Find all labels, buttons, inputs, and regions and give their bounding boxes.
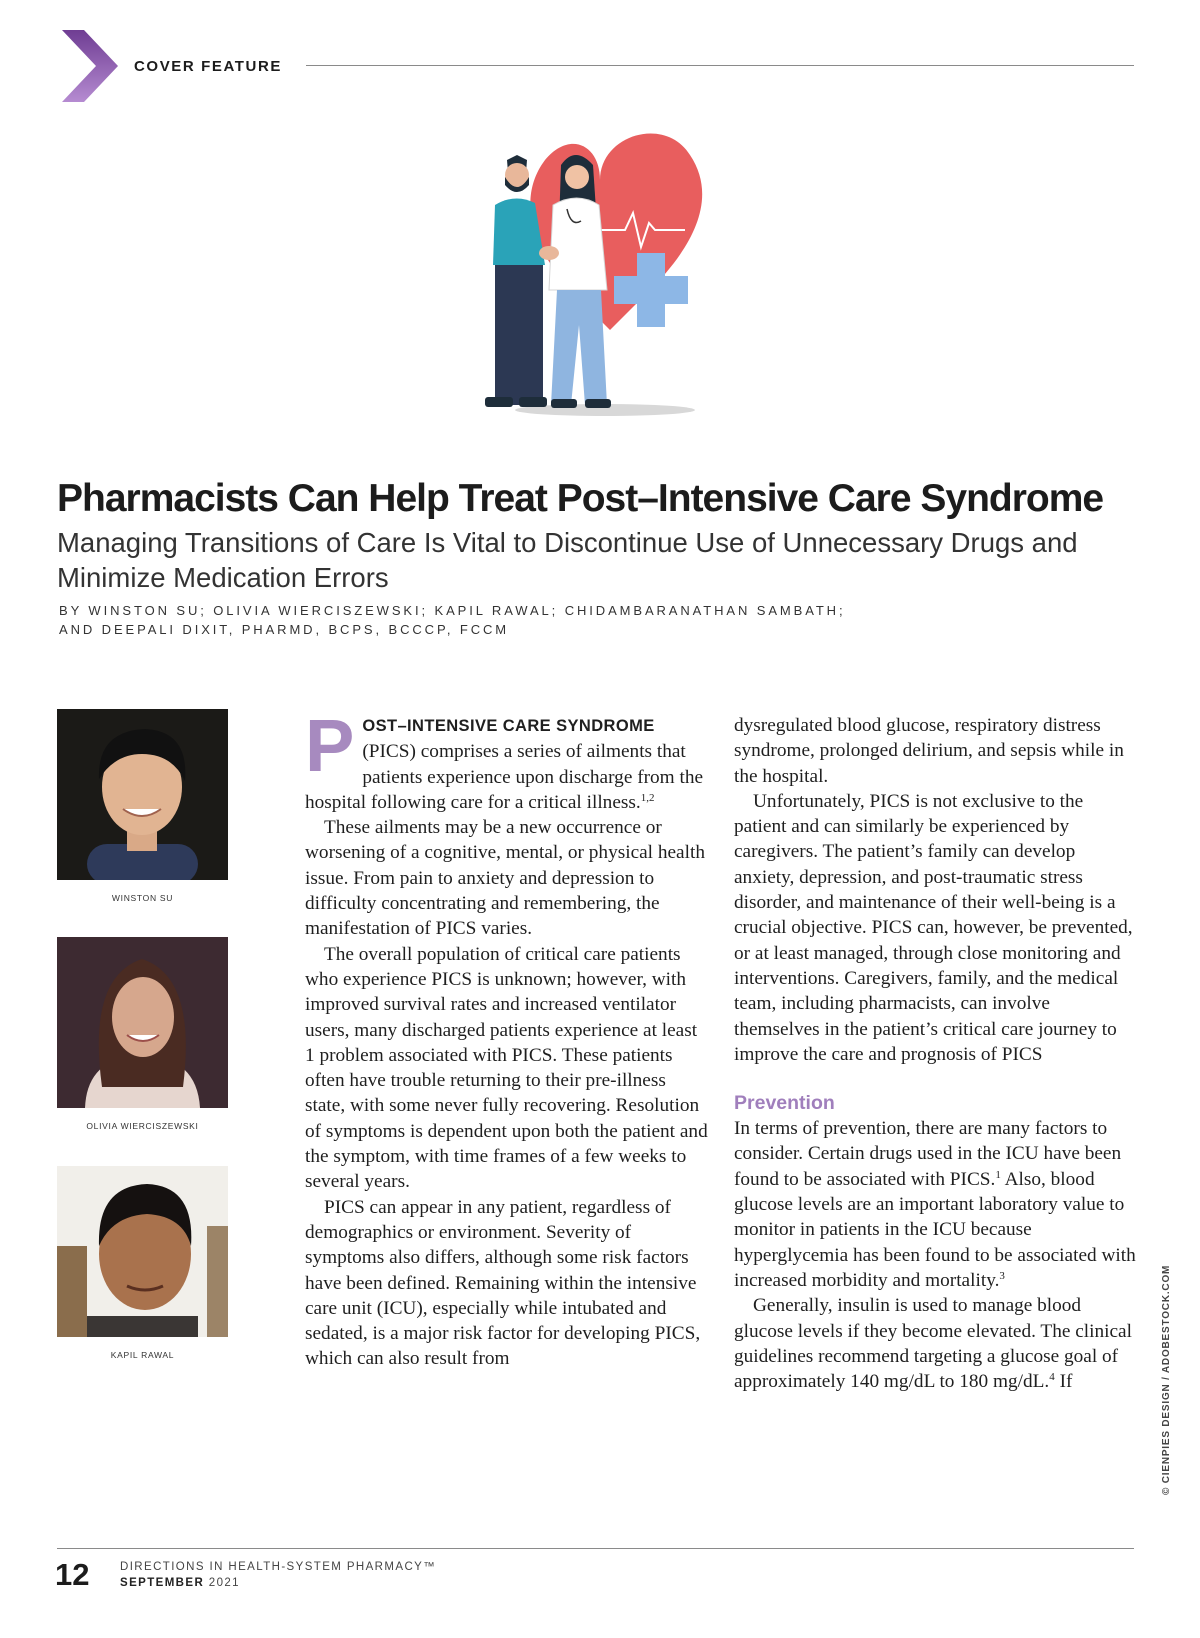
body-paragraph (305, 704, 710, 815)
body-column-1 (305, 704, 710, 1372)
reference-superscript: 3 (999, 1269, 1005, 1282)
paragraph-text: Generally, insulin is used to manage blood glucose levels if they become elevated. The clinical guidelines recommend targeting a glucose goal of approximately 140 mg/dL to 180 mg/dL. (734, 1295, 1132, 1393)
byline-line-1: BY WINSTON SU; OLIVIA WIERCISZEWSKI; KAPIL RAWAL; CHIDAMBARANATHAN SAMBATH; (59, 603, 846, 618)
author-photo-olivia-wierciszewski (57, 937, 228, 1108)
body-paragraph (734, 1293, 1139, 1394)
publication-date (120, 1577, 240, 1589)
paragraph-text: Also, blood glucose levels are an important laboratory value to monitor in patients in the ICU because hyperglycemia has been found to be associated with increased morbidity and mortality. (734, 1168, 1136, 1291)
drop-cap: P (305, 704, 355, 787)
publication-year: 2021 (208, 1577, 240, 1589)
author-caption: KAPIL RAWAL (110, 1350, 175, 1360)
body-paragraph (734, 1116, 1139, 1293)
paragraph-text: In terms of prevention, there are many factors to consider. Certain drugs used in the ICU have been found to be associated with PICS. (734, 1118, 1122, 1190)
page-number: 12 (55, 1557, 90, 1592)
body-paragraph: Unfortunately, PICS is not exclusive to the patient and can similarly be experienced by caregivers. The patient’s family can develop anxiety, depression, and post-traumatic stress disorder, and maintenance of their well-being is a crucial objective. PICS can, however, be prevented, or at least managed, through close monitoring and interventions. Caregivers, family, and the medical team, including pharmacists, can involve themselves in the patient’s critical care journey to improve the care and prognosis of PICS (734, 790, 1133, 1065)
publication-month: SEPTEMBER (120, 1577, 205, 1589)
paragraph-text: If (1054, 1371, 1073, 1393)
article-subtitle: Managing Transitions of Care Is Vital to Discontinue Use of Unnecessary Drugs and Minimize Medication Errors (57, 527, 1078, 593)
author-photo-kapil-rawal (57, 1166, 228, 1337)
body-paragraph: These ailments may be a new occurrence or worsening of a cognitive, mental, or physical health issue. From pain to anxiety and depression to difficulty concentrating and remembering, the manifestation of PICS varies. (305, 817, 705, 940)
header-rule (306, 65, 1134, 66)
reference-superscript: 1 (995, 1168, 1001, 1181)
reference-superscript: 1,2 (640, 791, 655, 804)
author-caption: WINSTON SU (111, 893, 174, 903)
section-chevron-logo (62, 30, 118, 102)
reference-superscript: 4 (1049, 1371, 1055, 1384)
publication-name: DIRECTIONS IN HEALTH-SYSTEM PHARMACY™ (120, 1561, 437, 1573)
image-credit: © CIENPIES DESIGN / ADOBESTOCK.COM (1161, 1264, 1172, 1495)
author-photo-winston-su (57, 709, 228, 880)
body-column-2 (734, 713, 1139, 1394)
body-paragraph: The overall population of critical care patients who experience PICS is unknown; however, with improved survival rates and increased ventilator users, many discharged patients experience at least 1 problem associated with PICS. These patients often have trouble returning to their pre-illness state, with some never fully recovering. Resolution of symptoms is dependent upon both the patient and the symptom, with time frames of a few weeks to several years. (305, 943, 708, 1193)
section-label: COVER FEATURE (134, 58, 283, 75)
lead-in: OST–INTENSIVE CARE SYNDROME (362, 717, 655, 735)
subhead-prevention: Prevention (734, 1092, 835, 1115)
body-paragraph: dysregulated blood glucose, respiratory distress syndrome, prolonged delirium, and sepsis while in the hospital. (734, 715, 1124, 787)
body-paragraph: PICS can appear in any patient, regardless of demographics or environment. Severity of symptoms also differs, although some risk factors have been defined. Remaining within the intensive care unit (ICU), especially while intubated and sedated, is a major risk factor for developing PICS, which can also result from (305, 1196, 701, 1370)
hero-illustration (475, 125, 735, 430)
byline-line-2: AND DEEPALI DIXIT, PHARMD, BCPS, BCCCP, FCCM (59, 621, 510, 637)
paragraph-text: (PICS) comprises a series of ailments that patients experience upon discharge from the hospital following care for a critical illness. (305, 741, 704, 813)
author-caption: OLIVIA WIERCISZEWSKI (86, 1121, 199, 1131)
footer-rule (57, 1548, 1134, 1549)
byline (59, 602, 959, 639)
article-title: Pharmacists Can Help Treat Post–Intensive Care Syndrome (57, 477, 1104, 520)
